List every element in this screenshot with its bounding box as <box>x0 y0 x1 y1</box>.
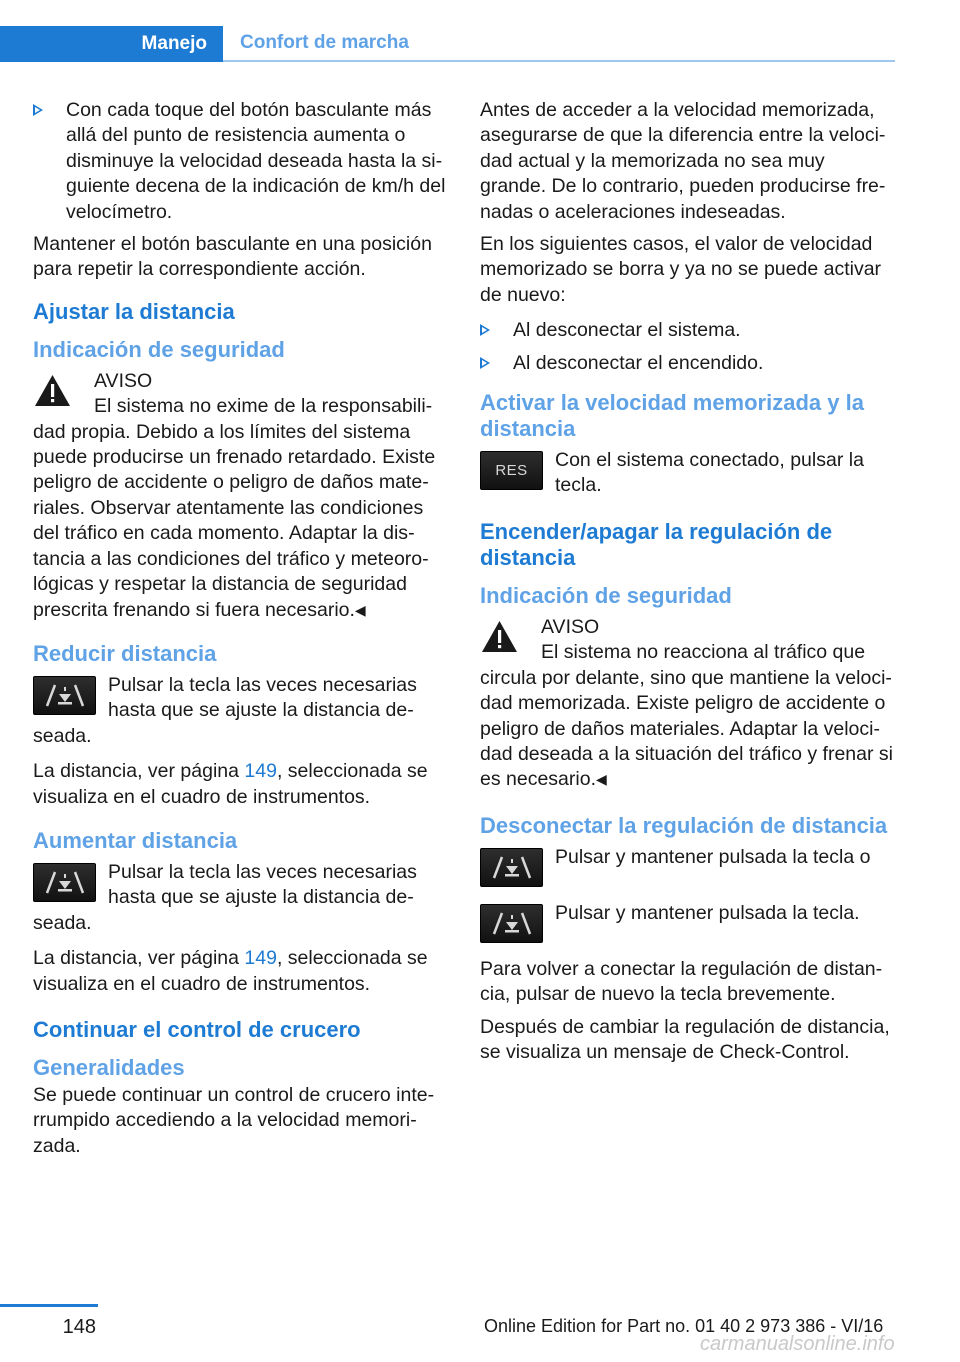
warning-block <box>33 369 447 623</box>
instruction-block <box>33 860 447 936</box>
right-column <box>480 98 896 1072</box>
left-column <box>33 98 447 1166</box>
warning-title: AVISO <box>94 369 153 392</box>
edition-text: Online Edition for Part no. 01 40 2 973 386 - VI/16 <box>484 1316 884 1336</box>
page-header <box>0 0 960 64</box>
warning-title: AVISO <box>541 615 600 638</box>
paragraph: Se puede continuar un control de crucero interrumpido accediendo a la velocidad memorizada. <box>33 1083 435 1157</box>
heading-generalidades: Generalidades <box>33 1054 185 1080</box>
instruction-block <box>480 845 896 891</box>
list-item: Con cada toque del botón basculante más allá del punto de resistencia aumenta o disminuye la velocidad deseada hasta la siguiente decena de la indicación de km/h del velocímetro. <box>33 98 447 225</box>
heading-continuar-control: Continuar el control de crucero <box>33 1016 361 1042</box>
paragraph: La distancia, ver página 149, seleccionada se visualiza en el cuadro de instrumentos. <box>33 760 428 808</box>
instruction-text: Pulsar la tecla las veces necesarias hasta que se ajuste la distancia deseada. <box>33 860 417 934</box>
heading-indicacion-seguridad: Indicación de seguridad <box>480 582 732 608</box>
page-number: 148 <box>62 1316 96 1338</box>
heading-ajustar-distancia: Ajustar la distancia <box>33 298 235 324</box>
distance-decrease-key-icon <box>480 848 543 887</box>
heading-desconectar: Desconectar la regulación de distancia <box>480 812 888 838</box>
paragraph: En los siguientes casos, el valor de velocidad memorizado se borra y ya no se puede activar de nuevo: <box>480 233 882 306</box>
heading-encender-apagar: Encender/apagar la regulación de distancia <box>480 518 833 570</box>
heading-indicacion-seguridad: Indicación de seguridad <box>33 336 285 362</box>
bullet-triangle-icon <box>480 357 490 369</box>
bullet-triangle-icon <box>480 324 490 336</box>
warning-triangle-icon <box>480 619 519 655</box>
paragraph: Después de cambiar la regulación de distancia, se visualiza un mensaje de Check-Control. <box>480 1015 890 1063</box>
instruction-block <box>480 901 896 947</box>
section-tab-manejo: Manejo <box>0 26 223 62</box>
paragraph: Para volver a conectar la regulación de distancia, pulsar de nuevo la tecla brevemente. <box>480 957 883 1006</box>
list-item: Al desconectar el encendido. <box>480 351 896 376</box>
page-link[interactable]: 149 <box>244 947 277 970</box>
instruction-block <box>480 448 896 499</box>
list-item: Al desconectar el sistema. <box>480 318 896 343</box>
instruction-text: Con el sistema conectado, pulsar la tecla. <box>555 449 864 497</box>
warning-triangle-icon <box>33 373 72 409</box>
instruction-text: Pulsar la tecla las veces necesarias hasta que se ajuste la distancia deseada. <box>33 673 417 747</box>
heading-reducir-distancia: Reducir distancia <box>33 640 217 666</box>
distance-increase-key-icon <box>33 863 96 902</box>
warning-text: El sistema no exime de la responsabilidad propia. Debido a los límites del sistema puede producirse un frenado retardado. Existe peligro de accidente o peligro de daños materiales. Observar atentamente las condiciones del tráfico en cada momento. Adaptar la distancia a las condiciones del tráfico y meteorológicas y respetar la distancia de seguridad prescrita frenando si fuera necesario. <box>33 395 436 621</box>
section-tab-confort: Confort de marcha <box>223 26 895 62</box>
paragraph: Mantener el botón basculante en una posición para repetir la correspondiente acción. <box>33 233 432 281</box>
bullet-triangle-icon <box>33 104 43 116</box>
paragraph: Antes de acceder a la velocidad memorizada, asegurarse de que la diferencia entre la velocidad actual y la memorizada no sea muy grande. De lo contrario, pueden producirse frenadas o aceleraciones indeseadas. <box>480 99 886 223</box>
distance-decrease-key-icon <box>33 676 96 715</box>
heading-activar-velocidad: Activar la velocidad memorizada y la distancia <box>480 390 864 442</box>
instruction-text: Pulsar y mantener pulsada la tecla. <box>555 901 860 924</box>
instruction-text: Pulsar y mantener pulsada la tecla o <box>555 845 871 868</box>
instruction-block <box>33 673 447 749</box>
end-mark: ◀ <box>354 601 366 618</box>
footer-rule <box>0 1304 98 1307</box>
watermark-text: carmanualsonline.info <box>700 1333 895 1355</box>
distance-increase-key-icon <box>480 904 543 943</box>
warning-block <box>480 615 896 793</box>
paragraph: La distancia, ver página 149, seleccionada se visualiza en el cuadro de instrumentos. <box>33 947 428 995</box>
page-link[interactable]: 149 <box>244 760 277 783</box>
res-key: RES <box>480 451 543 490</box>
warning-text: El sistema no reacciona al tráfico que circula por delante, sino que mantiene la velocidad memorizada. Existe peligro de accidente o peligro de daños materiales. Adaptar la velocidad deseada a la situación del tráfico y frenar si es necesario. <box>480 641 893 791</box>
end-mark: ◀ <box>595 771 607 788</box>
heading-aumentar-distancia: Aumentar distancia <box>33 827 238 853</box>
